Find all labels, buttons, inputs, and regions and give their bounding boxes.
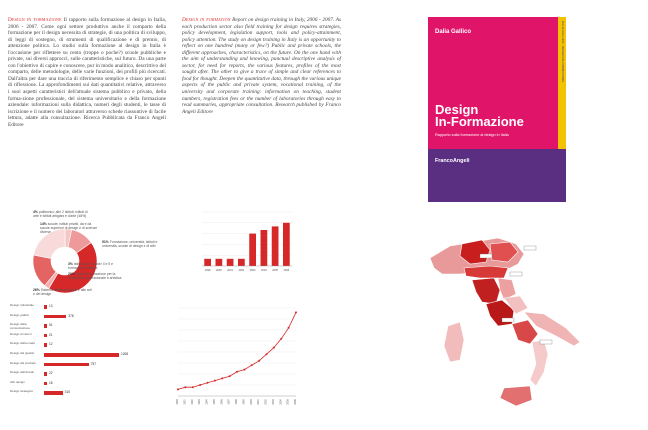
vbar-bar-6 (272, 226, 279, 266)
line-point-10 (251, 364, 253, 366)
line-point-0 (177, 388, 179, 390)
hbar-row (10, 371, 175, 377)
line-tick-13: 2003 (271, 399, 275, 405)
cover-author: Dalia Gallico (435, 29, 472, 35)
line-point-1 (184, 386, 186, 388)
italian-body: Il rapporto sulla formazione al design in Italia, 2006 - 2007. Come ogni settore produttivo anche il comparto della formazione per il design necessita di strategie, di una politica di sviluppo, di leggi di sostegno, di strumenti di qualificazione e di premio, di attenzione politica. Lo studio sulla formazione al design in Italia è l'occasione per riflettere su cento (troppe o poche?) scuole pubbliche e private, sui diversi approcci, sulle caratteristiche, sul futuro. Da una parte con l'obiettivo di capire e conoscere, pur in modo analitico, descrittivo del comparto, delle metodologie, delle varie funzioni, dei profili più ricercati. Dall'altra per dare una traccia di riferimento semplice e chiaro per spunti di riflessione. La approfondimenti sui dati quantitativi relative, attraverso i suoi aspetti caratteristici dell'attuale sistema pubblico e privato, della forma-zione professionale, del sistema universitario e della formazione aziendale: informazioni sulla didattica, numeri degli studenti, le tasse di iscrizione e il numero dei laboratori attraverso schede riassuntive di facile lettura, adatte alla consultazione. Ricerca Pubblicata da Franco Angeli Editore (8, 17, 166, 128)
cover-purple-band (428, 149, 566, 202)
region-toscana (472, 278, 500, 304)
cover-title-line1: Design (435, 102, 479, 117)
line-point-12 (266, 353, 268, 355)
hbar-value: 757 (90, 361, 97, 366)
vbar-tick-2: 2001 (227, 269, 234, 272)
hbar-row (10, 352, 175, 358)
line-point-2 (192, 386, 194, 388)
donut-label-3: 3% Istituti alto, scuole/ 4 e 5 e formazione artistica (68, 262, 114, 270)
vbar-bar-5 (261, 230, 268, 266)
hbar-value: 18 (49, 380, 53, 385)
map-label-box-1 (524, 246, 536, 250)
line-tick-9: 1999 (242, 399, 246, 405)
region-basilicata-calabria (530, 340, 548, 386)
hbar-value: 22 (49, 371, 53, 376)
hbar-row (10, 381, 175, 387)
cover-title (435, 104, 524, 128)
hbar-value: 378 (68, 313, 74, 318)
hbar-label: Design di interni (10, 331, 32, 336)
hbar-value: 21 (49, 332, 53, 337)
line-point-3 (199, 384, 201, 386)
line-tick-11: 2001 (257, 399, 261, 405)
english-body: Report on design training in Italy, 2006 - 2007. As each production sector also field training for design requires strategies, policy development, legislation support, tools and policy-attainment, policy attention. The study on design training in Italy is an opportunity to reflect on one hundred (many or few?) Public and private schools, the different approaches, characteristics, on the future. On the one hand with the aim of understanding and knowing, punctual descriptive analysis of sector, for need for reports, the various features, profiles of the most sought after. The other to give a trace of simple and clear references to food for thought. Deepen the quantitative data, through the various unique aspects of the public and private system, vocational training, of the university and corporate training: information on teaching, student numbers, registration fees or the number of laboratories through easy to read summaries, appropriate consultation. Research published by Franco Angeli Editore (182, 17, 341, 115)
vbar-bar-0 (204, 259, 211, 266)
cover-publisher: FrancoAngeli (435, 158, 470, 164)
hbar-value: 12 (49, 342, 53, 347)
donut-label-4: 20% Istituti di formazione per la formazione professionale e artistica (68, 272, 122, 280)
hbar-row (10, 314, 175, 320)
hbar-label: Design della moda (10, 341, 35, 346)
vbar-tick-3: 2002 (238, 269, 245, 272)
book-cover (428, 17, 566, 202)
hbar-fill (44, 305, 47, 309)
hbar-row (10, 362, 175, 368)
map-label-box-4 (502, 318, 514, 322)
line-tick-15: 2005 (286, 399, 290, 405)
region-sicilia (500, 386, 532, 406)
line-point-14 (280, 338, 282, 340)
map-label-box-3 (510, 272, 522, 276)
italian-lead: Design in formazione (8, 17, 62, 23)
vbar-bar-2 (227, 259, 234, 266)
hbar-value: 1268 (121, 352, 129, 356)
donut-label-2: 51% Formazione, università, istituti e università, scuole di design e di altri (102, 240, 158, 248)
hbar-fill (44, 334, 47, 338)
hbar-value: 13 (49, 304, 53, 308)
hbar-fill (44, 372, 47, 376)
hbar-row (10, 304, 175, 310)
hbar-label: Design della comunicazione (10, 322, 31, 330)
hbar-row (10, 390, 175, 396)
line-point-15 (288, 327, 290, 329)
hbar-fill (44, 353, 119, 357)
line-tick-8: 1998 (235, 399, 238, 405)
donut-label-1: 14% scuole; istituti privati, da e da scuole superiori di design e di scienze diverse (40, 222, 98, 234)
hbar-value: 51 (49, 323, 53, 328)
map-label-box-2 (480, 254, 492, 258)
hbar-label: Altri design (10, 379, 25, 384)
hbar-fill (44, 315, 66, 319)
line-point-8 (236, 371, 238, 373)
hbar-fill (44, 391, 63, 395)
vbar-bar-3 (238, 259, 245, 266)
vbar-tick-7: 2006 (283, 269, 290, 272)
donut-chart (30, 226, 100, 296)
line-point-16 (295, 311, 297, 313)
region-sardegna (444, 322, 464, 362)
line-tick-12: 2002 (264, 399, 268, 405)
donut-label-0: 4% politecnici; altri 2 istituti; istituti di arte e istituti artigiani e d'arte (48%) (33, 210, 88, 218)
line-point-4 (207, 382, 209, 384)
line-tick-0: 1990 (176, 399, 179, 405)
line-tick-1: 1991 (183, 399, 187, 405)
line-point-7 (229, 375, 231, 377)
line-point-6 (221, 377, 223, 379)
hbar-row (10, 342, 175, 348)
line-point-5 (214, 380, 216, 382)
line-chart (170, 300, 300, 410)
cover-title-line2: In-Formazione (435, 114, 524, 129)
hbar-value: 315 (64, 390, 70, 395)
line-tick-2: 1992 (190, 399, 194, 405)
hbar-fill (44, 343, 47, 347)
cover-subtitle: Rapporto sulla formazione al design in Italia (435, 133, 509, 137)
italian-text-column (8, 17, 166, 128)
english-lead: Design in formation (182, 17, 231, 23)
line-point-11 (258, 360, 260, 362)
donut-label-5: 26% Sistema alla formazione e alle arti e dei design (33, 288, 92, 296)
hbar-label: Design industriale (10, 303, 34, 307)
hbar-label: Design dell'arredo (10, 370, 35, 375)
cover-spine-text: DALIA GALLICO · DESIGN IN-FORMAZIONE (561, 21, 565, 83)
line-series (178, 312, 296, 389)
line-tick-7: 1997 (227, 399, 231, 405)
line-tick-4: 1994 (205, 399, 209, 405)
line-point-13 (273, 347, 275, 349)
vbar-tick-0: 1999 (204, 269, 211, 272)
english-text-column (182, 17, 341, 115)
line-tick-5: 1995 (212, 399, 216, 405)
vbar-bar-4 (249, 234, 256, 266)
donut-chart-block (10, 210, 170, 300)
region-emilia (464, 266, 508, 278)
vbar-bar-7 (283, 223, 290, 266)
map-label-box-5 (540, 340, 552, 344)
horizontal-bar-list (10, 304, 175, 404)
hbar-label: Design strategico (10, 389, 34, 394)
hbar-label: Design grafico (10, 312, 30, 317)
vbar-tick-6: 2005 (272, 269, 279, 272)
vbar-tick-4: 2003 (249, 269, 256, 272)
line-point-9 (243, 369, 245, 371)
hbar-label: Design del prodotto (10, 360, 37, 365)
hbar-fill (44, 382, 47, 386)
hbar-label: Design del gioiello (10, 351, 35, 355)
vertical-bar-chart (196, 206, 296, 276)
line-tick-6: 1996 (220, 399, 224, 405)
vbar-bar-1 (216, 259, 223, 266)
line-tick-10: 2000 (249, 399, 253, 405)
italy-map (420, 228, 600, 418)
hbar-row (10, 333, 175, 339)
hbar-row (10, 323, 175, 329)
line-tick-16: 2006 (294, 399, 297, 405)
vbar-tick-1: 2000 (215, 269, 222, 272)
hbar-fill (44, 324, 47, 328)
hbar-fill (44, 363, 89, 367)
line-tick-14: 2004 (279, 399, 283, 405)
vbar-tick-5: 2004 (260, 269, 267, 272)
line-tick-3: 1993 (198, 399, 202, 405)
